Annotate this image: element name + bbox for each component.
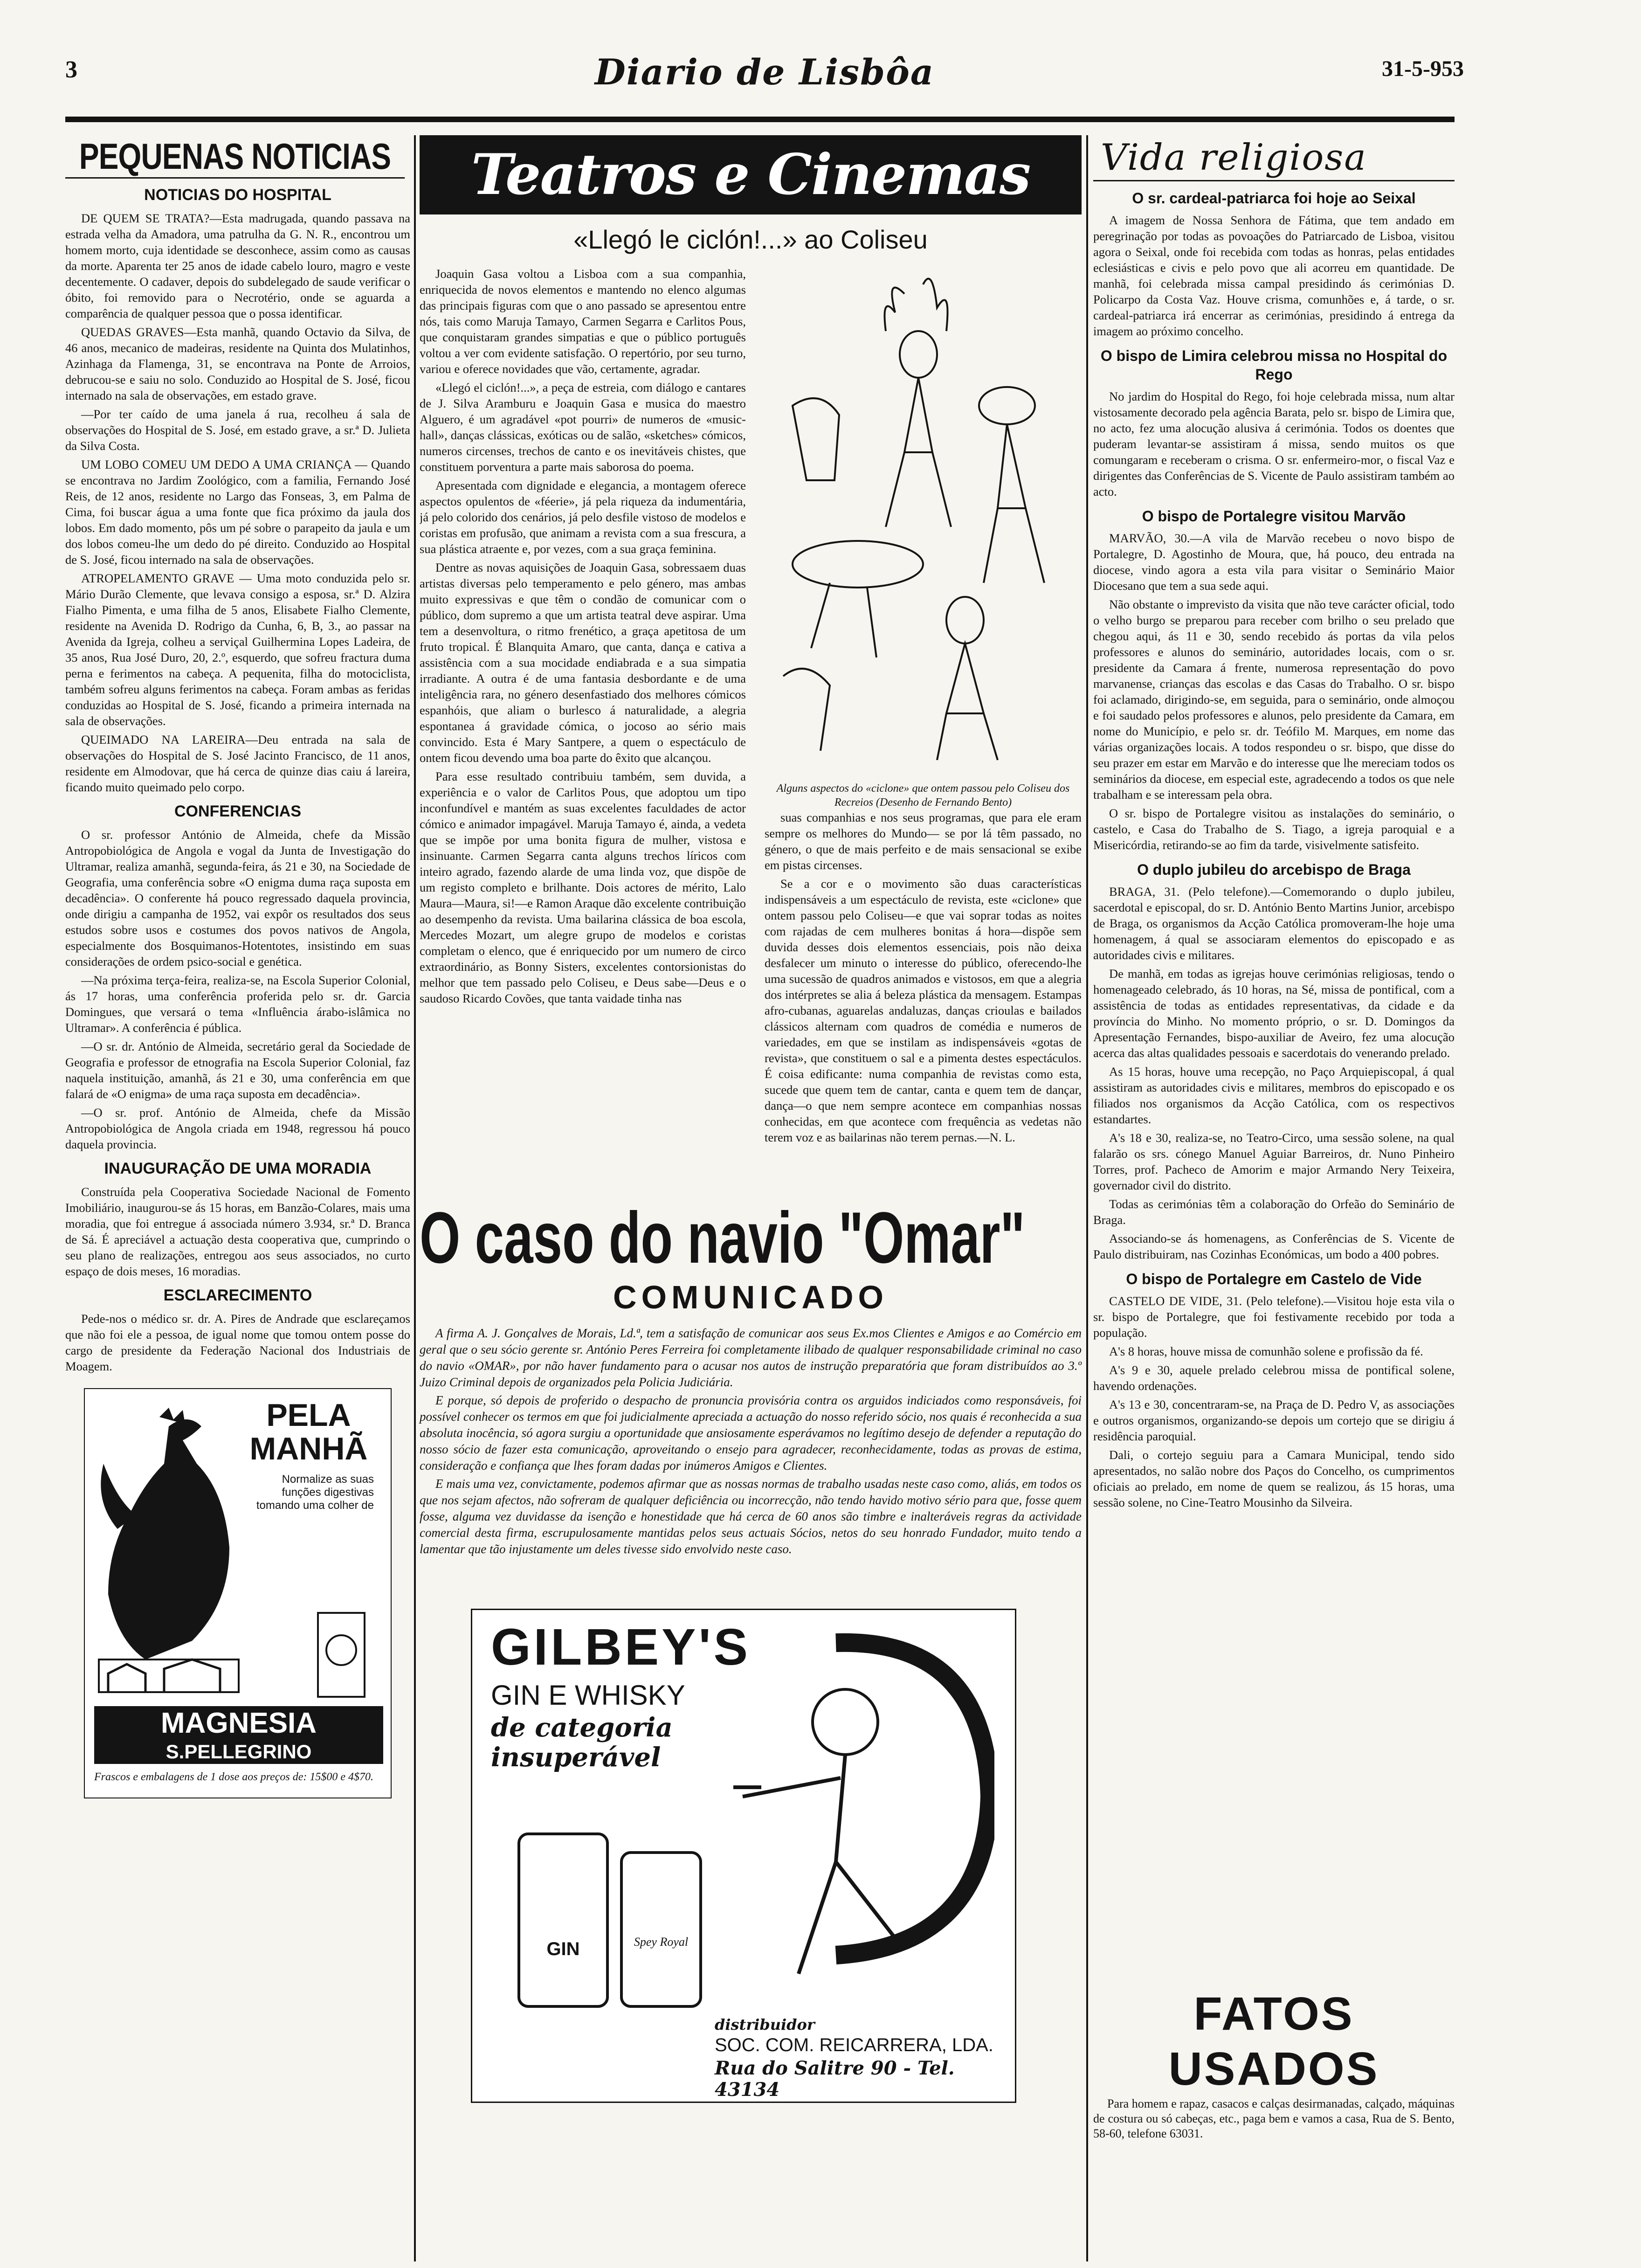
article-paragraph: Dali, o cortejo seguiu para a Camara Municipal, tendo sido apresentados, no salão nobre dos Paços do Concelho, os cumprimentos oficiais ao prelado, em nome de quem se realizou, ás 15 horas, uma sessão solene, no Cine-Teatro Mousinho da Silveira. <box>1093 1448 1455 1509</box>
article-headline-coliseu: «Llegó le ciclón!...» ao Coliseu <box>573 225 928 254</box>
article-paragraph: O sr. bispo de Portalegre visitou as instalações do seminário, o castelo, e Casa do Trabalho de S. Tiago, a igreja paroquial e a Misericórdia, retirando-se ao fim da tarde, visivelmente satisfeito. <box>1093 806 1455 852</box>
teatros-cinemas-section <box>420 135 1082 1334</box>
article-paragraph: Todas as cerimónias têm a colaboração do Orfeão do Seminário de Braga. <box>1093 1197 1455 1227</box>
article-headline: O sr. cardeal-patriarca foi hoje ao Seixal <box>1132 190 1416 207</box>
vida-religiosa-column <box>1093 135 1455 2261</box>
ad-brand-pellegrino: S.PELLEGRINO <box>94 1740 383 1764</box>
column-rule-left <box>414 135 416 2261</box>
article-paragraph: QUEDAS GRAVES—Esta manhã, quando Octavio da Silva, de 46 anos, mecanico de madeiras, residente na Quinta dos Mulatinhos, Azinhaga da Flamenga, 31, se encontrava na Ponte de Arroios, debrucou-se e saiu no solo. Conduzido ao Hospital de S. José, ficou internado na sala de observações, em estado grave. <box>65 325 410 402</box>
masthead <box>65 51 1464 117</box>
ad-headline-line2: MANHÃ <box>249 1431 368 1466</box>
article-headline: O bispo de Portalegre em Castelo de Vide <box>1126 1271 1422 1287</box>
dancers-drawing <box>765 266 1082 779</box>
gilbeys-brand: GILBEY'S <box>491 1618 751 1676</box>
article-paragraph: A's 8 horas, houve missa de comunhão solene e profissão da fé. <box>1109 1344 1423 1358</box>
review-column-1 <box>420 266 746 1009</box>
masthead-rule <box>65 117 1455 122</box>
whisky-bottle-icon <box>621 1853 701 2006</box>
dancers-illustration <box>765 266 1082 779</box>
article-paragraph: CASTELO DE VIDE, 31. (Pelo telefone).—Visitou hoje esta vila o sr. bispo de Portalegre, que foi festivamente recebido por toda a população. <box>1093 1294 1455 1340</box>
gin-bottle-icon <box>519 1834 607 2006</box>
ad-price: Frascos e embalagens de 1 dose aos preços de: 15$00 e 4$70. <box>94 1771 374 1783</box>
article-paragraph: A's 9 e 30, aquele prelado celebrou missa de pontifical solene, havendo ordenações. <box>1093 1363 1455 1393</box>
subhead-hospital: NOTICIAS DO HOSPITAL <box>144 186 331 204</box>
whisky-label: Spey Royal <box>634 1935 689 1949</box>
ad-headline-line1: PELA <box>266 1397 351 1433</box>
article-paragraph: —Na próxima terça-feira, realiza-se, na Escola Superior Colonial, ás 17 horas, uma conferência proferida pelo sr. dr. Garcia Domingues, que versará o tema «Influência árabo-islâmica no Ultramar». A conferência é pública. <box>65 973 410 1035</box>
fatos-usados-advertisement <box>1093 1986 1455 2140</box>
rooster-illustration <box>90 1408 248 1697</box>
section-title-vida-religiosa: Vida religiosa <box>1093 135 1455 181</box>
gilbeys-distributor-address: Rua do Salitre 90 - Tel. 43134 <box>715 2057 955 2101</box>
article-paragraph: —O sr. prof. António de Almeida, chefe da Missão Antropobiológica de Angola criada em 1948, regressou há pouco daquela provincia. <box>65 1106 410 1151</box>
review-column-2 <box>765 266 1082 1148</box>
ad-headline <box>239 1398 379 1466</box>
pequenas-noticias-column <box>65 135 410 2261</box>
magnesia-package-icon <box>304 1608 379 1701</box>
article-paragraph: DE QUEM SE TRATA?—Esta madrugada, quando passava na estrada velha da Amadora, uma patrulha da G. N. R., encontrou um homem morto, cuja identidade se desconhece, assim como as causas da morte. Aparenta ter 25 anos de idade cabelo louro, magro e veste decentemente. O cadaver, depois do subdelegado de saude verificar o óbito, foi removido para o Necrotério, onde se aguarda a comparência de qualquer pessoa que o possa identificar. <box>65 211 410 320</box>
magnesia-advertisement <box>84 1388 392 1798</box>
article-paragraph: As 15 horas, houve uma recepção, no Paço Arquiepiscopal, á qual assistiram as autoridades civis e militares, membros do episcopado e os filiados nos organismos da Acção Católica, com os respectivos estandartes. <box>1093 1065 1455 1126</box>
gin-label: GIN <box>546 1939 580 1959</box>
article-paragraph: No jardim do Hospital do Rego, foi hoje celebrada missa, num altar vistosamente decorado pela agência Barata, pelo sr. bispo de Limira que, no acto, fez uma alocução alusiva á cerimónia. Todos os doentes que puderam levantar-se assistiram á missa, sendo muitos os que comungaram e receberam o crisma. O sr. enfermeiro-mor, o fiscal Vaz e dirigentes das Conferências de S. Vicente de Paulo assistiram também ao acto. <box>1093 389 1455 498</box>
article-paragraph: Associando-se ás homenagens, as Conferências de S. Vicente de Paulo distribuiram, nas Cozinhas Económicas, um bodo a 400 pobres. <box>1093 1231 1455 1261</box>
issue-date: 31-5-953 <box>1382 56 1464 81</box>
newspaper-title: Diario de Lisbôa <box>594 51 935 93</box>
article-paragraph: suas companhias e nos seus programas, que para ele eram sempre os melhores do Mundo— se por lá têm passado, no género, o que de mais perfeito e de mais sensacional se exibe em pistas circenses. <box>765 810 1082 872</box>
article-paragraph: Apresentada com dignidade e elegancia, a montagem oferece aspectos opulentos de «féerie», já pela riqueza da indumentária, já pelo colorido dos cenários, já pelo desfile vistoso de modelos e coristas em profusão, que animam a revista com a sua frescura, a sua plástica atraente e, por vezes, com a sua graça feminina. <box>420 478 746 556</box>
section-title-pequenas-noticias: PEQUENAS NOTICIAS <box>65 135 405 179</box>
article-paragraph: Para esse resultado contribuiu também, sem duvida, a experiência e o valor de Carlitos Pous, que adoptou um tipo inconfundível e mantém as suas excelentes faculdades de actor cómico e animador impagável. Maruja Tamayo é, ainda, a vedeta que se impõe por uma bonita figura de mulher, vistosa e insinuante. Carmen Segarra canta alguns trechos líricos com inteiro agrado, fazendo alarde de uma linda voz, que dispõe de um registo completo e brilhante. Dois actores de mérito, Lalo Maura—Maura, si!—e Ramon Araque dão excelente contribuição ao desempenho da revista. Uma bailarina clássica de boa escola, Mercedes Mozart, um alegre grupo de modelos e coristas completam o elenco, que é enriquecido por um numero de circo extraordinário, as Bonny Sisters, excelentes contorsionistas do melhor que tem passado pelo Coliseu, e Deus sabe—Deus e o saudoso Ricardo Covões, que tanta vaidade tinha nas <box>420 769 746 1005</box>
omar-communique <box>420 1198 1082 1604</box>
illustration-caption: Alguns aspectos do «ciclone» que ontem passou pelo Coliseu dos Recreios (Desenho de Fernando Bento) <box>776 782 1070 809</box>
subhead-moradia: INAUGURAÇÃO DE UMA MORADIA <box>104 1160 372 1177</box>
article-paragraph: «Llegó el ciclón!...», a peça de estreia, com diálogo e cantares de J. Silva Aramburu e Joaquin Gasa e musica do maestro Alguero, é um agradável «pot pourri» de numeros de «music-hall», danças clássicas, exóticas ou de salão, «sketches» cómicos, numeros circenses, trechos de canto e os inevitáveis chistes, que constituem porventura a parte mais saborosa do poema. <box>420 380 746 474</box>
communique-paragraph: E mais uma vez, convictamente, podemos afirmar que as nossas normas de trabalho usadas neste caso como, aliás, em todos os que nos sejam afectos, não sofreram de qualquer deficiência ou incorrecção, não tendo havido motivo sério para que, fosse quem fosse, alguma vez duvidasse da isenção e honestidade que há cerca de 60 anos são timbre e inalteráveis regras da actividade comercial desta firma, escrupulosamente mantidas pelos seus actuais Sócios, netos do seu honrado Fundador, muito tendo a lamentar que tão injustamente um deles tivesse sido envolvido neste caso. <box>420 1477 1082 1556</box>
article-paragraph: Não obstante o imprevisto da visita que não teve carácter oficial, todo o velho burgo se preparou para receber com brilho o seu prelado que chegou aqui, ás 11 e 30, sendo recebido ás portas da vila pelos professores e alunos do seminário, autoridades locais, com o sr. presidente da Camara á frente, numerosa representação do povo marvanense, crianças das escolas e das Casas do Trabalho. O sr. bispo foi aclamado, dirigindo-se, em seguida, para o seminário, onde almoçou e foi saudado pelos professores e alunos, pelo presidente da Camara, em nome do Município, e pelo sr. dr. Teófilo M. Marques, em nome das várias organizações locais. A todos respondeu o sr. bispo, que disse do seu prazer em estar em Marvão e do interesse que lhe mereciam todos os seminários da diocese, em especial este, agradecendo a todos os que nele trabalham e se interessam pela obra. <box>1093 597 1455 802</box>
subhead-conferencias: CONFERENCIAS <box>174 802 302 820</box>
article-headline: O duplo jubileu do arcebispo de Braga <box>1137 861 1411 878</box>
page-number: 3 <box>65 56 77 83</box>
ad-brand-magnesia: MAGNESIA <box>94 1706 383 1741</box>
ad-blurb: Normalize as suas funções digestivas tomando uma colher de <box>256 1473 374 1512</box>
article-paragraph: Pede-nos o médico sr. dr. A. Pires de Andrade que esclareçamos que não foi ele a pessoa, de igual nome que tomou ontem posse do cargo de presidente da Federação Nacional dos Industriais de Moagem. <box>65 1312 410 1373</box>
article-headline: O bispo de Portalegre visitou Marvão <box>1142 508 1406 525</box>
omar-subhead: COMUNICADO <box>613 1279 888 1315</box>
article-paragraph: A's 18 e 30, realiza-se, no Teatro-Circo, uma sessão solene, na qual falarão os srs. cónego Manuel Aguiar Barreiros, dr. Nuno Pinheiro Torres, prof. Pacheco de Amorim e major Armando Nery Teixeira, governador civil do distrito. <box>1093 1131 1455 1192</box>
subhead-esclarecimento: ESCLARECIMENTO <box>163 1286 312 1304</box>
fatos-usados-text: Para homem e rapaz, casacos e calças desirmanadas, calçado, máquinas de costura ou só cabeças, etc., paga bem e vamos a casa, Rua de S. Bento, 58-60, telefone 63031. <box>1093 2097 1455 2140</box>
article-paragraph: Construída pela Cooperativa Sociedade Nacional de Fomento Imobiliário, inaugurou-se ás 15 horas, em Banzão-Colares, mais uma moradia, que foi entregue á associada número 3.934, sr.ª D. Branca de Sá. É apreciável a actuação desta cooperativa que, cumprindo o seu plano de realizações, entregou aos seus associados, no curto espaço de dois meses, 16 moradias. <box>65 1185 410 1278</box>
article-paragraph: UM LOBO COMEU UM DEDO A UMA CRIANÇA — Quando se encontrava no Jardim Zoológico, com a familia, Fernando José Reis, de 12 anos, residente no Largo das Fonseas, 3, em Palma de Cima, foi buscar água a uma fonte que fica próximo da jaula dos lobos. Em dado momento, pôs um pé sobre o parapeito da jaula e um dos lobos comeu-lhe um dedo do pé direito. Conduzido ao Hospital de S. José, ficou internado na sala de observações. <box>65 457 410 567</box>
article-headline: O bispo de Limira celebrou missa no Hospital do Rego <box>1100 347 1448 383</box>
article-paragraph: Dentre as novas aquisições de Joaquin Gasa, sobressaem duas artistas diversas pelo temperamento e pelo género, mas ambas muito expressivas e que têm o condão de comunicar com o público, dom supremo a que um artista teatral deve aspirar. Uma tem a desenvoltura, o ritmo frenético, a graça apetitosa de um fruto tropical. É Blanquita Amaro, que canta, dança e cativa a assistência com a sua mocidade endiabrada e a sua simpatia irradiante. A outra é de uma fantasia desbordante e de uma inteligência rara, no género desenfastiado dos melhores cómicos espanhóis, que aliam o burlesco á naturalidade, a alegria espontanea á gravidade cómica, o jocoso ao sério mais convincido. Esta é Mary Santpere, a quem o espectáculo de ontem ficou devendo uma boa parte do êxito que alcançou. <box>420 560 746 765</box>
gilbeys-advertisement <box>471 1609 1016 2103</box>
communique-paragraph: E porque, só depois de proferido o despacho de pronuncia provisória contra os arguidos indiciados como responsáveis, foi possível conhecer os termos em que foi judicialmente apreciada a actuação do nosso referido sócio, nos quais é reconhecida a sua absoluta inocência, só agora surgiu a oportunidade que ansiosamente esperávamos no legítimo desejo de defender a reputação do nosso sócio de fazer esta comunicação, aproveitando o ensejo para agradecer, reconhecidamente, todas as provas de estima, consideração e confiança que lhes foram dadas por inúmeros Amigos e Clientes. <box>420 1393 1082 1473</box>
article-paragraph: O sr. professor António de Almeida, chefe da Missão Antropobiológica de Angola e vogal da Junta de Investigação do Ultramar, realiza amanhã, segunda-feira, ás 21 e 30, na Sociedade de Geografia, uma conferência sobre «O enigma duma raça suposta em decadência». O conferente há pouco regressado daquela provincia, onde dirigiu a campanha de 1952, vai expôr os resultados dos seus estudos sobre usos e costumes dos povos nativos de Angola, especialmente dos Bosquimanos-Hotentotes, insistindo em suas considerações de ordem psico-social e genética. <box>65 828 410 968</box>
waiter-and-bottles-illustration <box>482 1619 994 2039</box>
article-paragraph: ATROPELAMENTO GRAVE — Uma moto conduzida pelo sr. Mário Durão Clemente, que levava consigo a esposa, sr.ª D. Alzira Fialho Pimenta, e uma filha de 5 anos, Elisabete Fialho Clemente, residente na Avenida D. Rodrigo da Cunha, 6, B, 3., ao passar na Avenida da Igreja, colheu a serviçal Guilhermina Lopes Ladeira, de 35 anos, Rua José Duro, 20, 2.º, esquerdo, que sofreu fractura duma perna e ferimentos na cabeça. A pequenita, filha do motociclista, também sofreu alguns ferimentos na cabeça. Foram ambas as feridas conduzidas ao Hospital de S. José, ficando a primeira internada na sala de observações. <box>65 571 410 728</box>
gilbeys-distributor-label: distribuidor <box>715 2016 815 2033</box>
gilbeys-tagline: de categoria insuperável <box>491 1712 673 1773</box>
article-paragraph: BRAGA, 31. (Pelo telefone).—Comemorando o duplo jubileu, sacerdotal e episcopal, do sr. D. António Bento Martins Junior, arcebispo de Braga, os organismos da Acção Católica promoveram-lhe hoje uma homenagem, á qual se associaram elementos do episcopado e as autoridades civis e militares. <box>1093 885 1455 962</box>
article-paragraph: Se a cor e o movimento são duas características indispensáveis a um espectáculo de revista, este «ciclone» que ontem passou pelo Coliseu—e que vai soprar todas as noites com rajadas de cem mulheres bonitas á hora—dispõe sem duvida desses dois elementos essenciais, pois não deixa desfalecer um minuto o interesse do público, oferecendo-lhe uma sucessão de quadros animados e vistosos, em que a alegria dos intérpretes se alia á beleza plástica da mensagem. Estampas afro-cubanas, aguarelas andaluzas, danças crioulas e bailados clássicos alternam com quadros de comédia e numeros de variedades, em que se instilam as indispensáveis «gotas de revista», que constituem o sal e a pimenta destes espectáculos. É coisa edificante: numa companhia de revistas como esta, sucede que quem tem de cantar, canta e quem tem de dançar, dança—o que nem sempre acontece em companhias nossas conhecidas, em que acontece com frequência as vedetas não terem voz e as bailarinas não terem pernas.—N. L. <box>765 877 1082 1144</box>
article-paragraph: A's 13 e 30, concentraram-se, na Praça de D. Pedro V, as associações e outros organismos, organizando-se depois um cortejo que se dirigiu á residência paroquial. <box>1093 1397 1455 1443</box>
section-banner-teatros: Teatros e Cinemas <box>420 135 1082 214</box>
article-paragraph: MARVÃO, 30.—A vila de Marvão recebeu o novo bispo de Portalegre, D. Agostinho de Moura, que, há pouco, deu entrada na diocese, vindo agora a esta vila para visitar o Seminário Maior Diocesano que tem a sua sede aqui. <box>1093 531 1455 593</box>
article-paragraph: De manhã, em todas as igrejas houve cerimónias religiosas, tendo o homenageado celebrado, ás 10 horas, na Sé, missa de pontifical, com a assistência de todas as entidades representativas, da cidade e da província do Minho. No momento próprio, o sr. D. Domingos da Apresentação Fernandes, bispo-auxiliar de Aveiro, fez uma alocução acerca das altas qualidades pessoais e sacerdotais do venerando prelado. <box>1093 967 1455 1060</box>
communique-paragraph: A firma A. J. Gonçalves de Morais, Ld.ª, tem a satisfação de comunicar aos seus Ex.mos Clientes e Amigos e ao Comércio em geral que o seu sócio gerente sr. António Peres Ferreira foi completamente ilibado de qualquer responsabilidade criminal no caso do navio «OMAR», por não haver fundamento para o acusar nos autos de instrução preparatória que foram distribuídos ao 3.º Juizo Criminal depois de organizados pela Policia Judiciária. <box>420 1326 1082 1389</box>
article-paragraph: QUEIMADO NA LAREIRA—Deu entrada na sala de observações do Hospital de S. José Jacinto Francisco, de 11 anos, residente em Almodovar, que há cerca de quinze dias caiu á lareira, ficando muito queimado pelo corpo. <box>65 733 410 794</box>
article-paragraph: Joaquin Gasa voltou a Lisboa com a sua companhia, enriquecida de novos elementos e mantendo no elenco algumas das principais figuras com que o ano passado se apresentou entre nós, tais como Maruja Tamayo, Carmen Segarra e Carlitos Pous, que conquistaram grandes simpatias e que o público português voltou a ver com evidente satisfação. O repertório, por seu turno, variou e oferece novidades que vão, certamente, agradar. <box>420 267 746 376</box>
gilbeys-distributor-company: SOC. COM. REICARRERA, LDA. <box>715 2035 993 2055</box>
article-paragraph: —Por ter caído de uma janela á rua, recolheu á sala de observações do Hospital de S. José, em estado grave, a sr.ª D. Julieta da Silva Costa. <box>65 407 410 453</box>
fatos-usados-title: FATOS USADOS <box>1168 1988 1379 2095</box>
article-paragraph: A imagem de Nossa Senhora de Fátima, que tem andado em peregrinação por todas as povoações do Patriarcado de Lisboa, visitou agora o Seixal, onde foi recebida com todas as honras, pelas entidades eclesiásticas e civis e pelo povo que ali acorreu em quantidade. De manhã, foi celebrada missa campal presidindo ás cerimónias D. Policarpo da Costa Vaz. Houve crisma, comunhões e, á tarde, o sr. cardeal-patriarca irá encerrar as cerimónias, presidindo á entrega da imagem ao próximo concelho. <box>1093 213 1455 338</box>
gilbeys-product: GIN E WHISKY <box>491 1680 685 1711</box>
article-paragraph: —O sr. dr. António de Almeida, secretário geral da Sociedade de Geografia e professor de etnografia na Escola Superior Colonial, faz naquela instituição, amanhã, ás 21 e 30, uma conferência em que falará de «O enigma» de uma raça suposta em decadência». <box>65 1039 410 1101</box>
omar-headline: O caso do navio "Omar" <box>420 1197 1025 1279</box>
